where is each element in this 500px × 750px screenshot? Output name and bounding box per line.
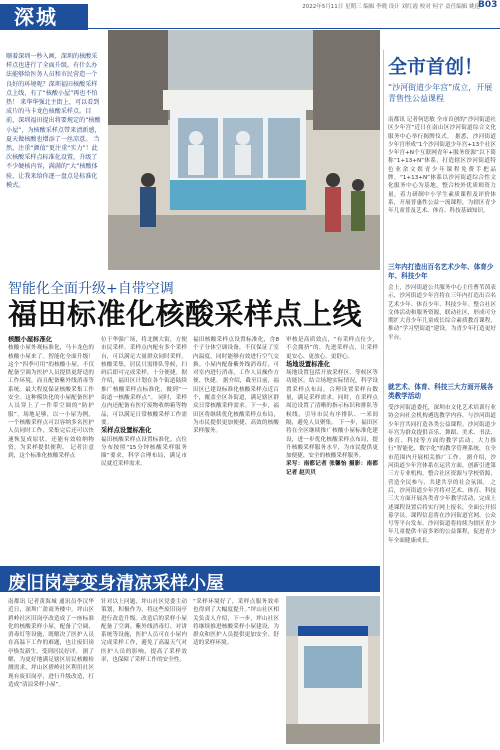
column-subhead: 采样点设置标准化 xyxy=(101,427,152,435)
header-rule xyxy=(88,28,500,29)
section-name: 深城 xyxy=(8,4,88,30)
article-column-4 xyxy=(286,336,378,536)
story2-column-2: 针对以上问题，坪山社区党委主动策划，积极作为，将这些废旧岗亭进行改造升级。改造后的采样小屋配备了空调、紫外线消毒灯、对讲系统等设施，医护人员可在小屋内完成采样工作，避免了高温天气对医护人员的影响，提高了采样效率，也保障了采样工作的安全性。 xyxy=(101,599,187,664)
column-divider xyxy=(383,50,384,742)
right-body-2: 会上，沙河街道公共服务中心主任曹苇茵表示，沙河街道少年宫将在三年内打造出百名艺术少年、体育少年、科技少年。整合社区文体活动和服务资源，联动社区，形成可分期扩大青少年儿童成长综合素质教育课程，推动“学习型街道”建设，为青少年打造更好平台。 xyxy=(388,285,496,341)
byline: 采写：南都记者 张馨怡 摄影：南都记者 赵贝贝 xyxy=(286,461,378,476)
header-info: 2022年5月11日 星期三 编辑 李晓 设计 刘红霞 校对 何宇 责任编辑 姚伦 xyxy=(302,4,480,10)
story2-headline: 废旧岗亭变身清凉采样小屋 xyxy=(8,573,224,594)
article-column-1 xyxy=(8,336,94,536)
right-body-3: 受沙河街道委托，深圳市文化艺术培训行业协会向社会机构遴选教学内容，与沙河街道少年宫共同打造各类公益课程。沙河街道少年宫为群众提供音乐、舞蹈、美术、书法、体育、科技等方面的教学活动，大力推行“智能化、数字化”的教学管理系统，在全市范围内开展相关推广工作。 据介绍，沙河街道少年宫体系在运营方面，创新引进第三方专业机构，整合社区资源与学校资源，营造全民参与、共建共享的社会氛围。 之后，沙河街道少年宫将对艺术、体育、科技三大方面开展各类青少年教学活动，完成上述课程设置后将实行网上报名，全面公开招募学员，课程信息将在沙河街道官网、公众号等平台发布。沙河街道将持续为辖区青少年儿童提供丰富多彩的公益课程，促进青少年全面健康成长。 xyxy=(388,405,496,544)
column-text: 场地设置包括开放采样区、等候区等功能区。结合场地实际情况，科学设置采样点布局，合理设置采样台数量，满足采样需求。同时，在采样点周边设置了清晰的指示标识和排队等候线，引导市民有序排队、一米间隔，避免人员聚集。 下一步，福田区将在全区继续推广核酸小屋标准化建设，进一步优化核酸采样点布局，提升核酸采样服务水平，为市民提供更加便捷、安全的核酸采样服务。 xyxy=(286,370,378,460)
column-text: 福田核酸采样点设置标准化，含8个子分体空调设备，不仅保证了室内温度，同时能够有效进行空气交换。小屋内配备紫外线消毒灯，可对室内进行消毒，工作人员操作方便、快捷。 据介绍，截至目前，福田区已建设标准化核酸采样点近百个，覆盖全区各街道，满足辖区群众日常核酸采样需求。下一步，福田区将继续优化核酸采样点布局，为市民提供更加便捷、高效的核酸采样服务。 xyxy=(193,337,279,435)
article-column-2 xyxy=(101,336,187,536)
booth-photo xyxy=(286,596,380,744)
column-text: 核酸小屋外观标准化，马卡龙色的核酸小屋来了。智能化全面升级！这个“四季可用”的核酸小屋，不仅配备空调为医护人员提供更舒适的工作环境，而且配备紫外线消毒等系统。最大程度保证核酸采集工作安全。这种模块化的小屋配备医护人员穿上了一件带空调的“防护服”，场地足够，以一小屋为例，一个核酸采样点可以容纳多名医护人员同时工作，采集完后还可以快速恢复成原状，还能有效收纳物资，为采样提供便利。 记者注意到，这个标准化核酸采样点 xyxy=(8,345,94,460)
story2-photo xyxy=(286,596,380,744)
story2-column-3: “采样环境好了，采样点服务效率也得到了大幅度提升。”坪山社区相关负责人介绍，下一步，坪山社区将继续推进核酸采样小屋建设，为群众和医护人员提供更加安全、舒适的采样环境。 xyxy=(193,599,279,647)
header-accent-bar xyxy=(0,4,8,30)
main-kicker: 智能化全面升级+自带空调 xyxy=(8,281,174,297)
page-number: B03 xyxy=(478,0,498,10)
sampling-booth-photo xyxy=(108,30,380,270)
right-subhead-1: 三年内打造出百名艺术少年、体育少年、科技少年 xyxy=(388,263,494,280)
column-text: 福田核酸采样点设置标准化。点位分布按照“15分钟核酸采样服务圈”要求，科学合理布局，满足市民就近采样需求。 xyxy=(101,436,187,468)
right-subheadline: “沙河街道少年宫”成立，开展青售性公益课程 xyxy=(388,83,493,103)
intro-text: 顺着深圳一秒入画，深圳的核酸采样点也进行了全面升级。有什么办法能够给医务人员和市民营造一个良好的环境呢？深圳福田核酸采样点上线，有了“核酸小屋”再也不怕热！ 来华华强北主街上，可以看到成片的马卡龙色核酸采样点。目前，深圳福田提出将要规定的“核酸小屋”，为核酸采样点带来清新感，夏天做核酸也增添了一丝凉意。 当然，注重“颜值”更注重“实力”！此次核酸采样点标准化设置，升级了不少硬核内容，满满的“大”核酸体验，让我来给你逐一盘点是标准化模式。 xyxy=(6,53,101,189)
right-subhead-2: 就艺术、体育、科技三大方面开展各类教学活动 xyxy=(388,383,494,400)
main-photo xyxy=(108,30,380,270)
column-subhead: 核酸小屋标准化 xyxy=(8,336,53,343)
right-headline: 全市首创！ xyxy=(388,56,484,78)
column-text: 位于华强广场，将北侧大街，方便市民采样。采样点内配有多个采样台，可以满足大量群众同时采样。核酸采集，居民只需排队等候，扫码后即可完成采样，十分便捷。据介绍，福田区计划在各个街道陆续推广核酸采样点标准化，做到“一街道一核酸采样点”。 同时，采样点内还配备有医疗废物收纳箱等物品，可以满足日常核酸采样工作需要。 xyxy=(101,337,187,426)
right-body-1: 南都讯 记者何思敏 全市首创的“沙河街道社区少年宫”近日在南山区沙河街道综合文化服务中心举行揭牌仪式。 据悉，沙河街道少年宫形成“1个沙河街道少年宫+13个社区少年宫+N个互联网青年+服务资源”以下简称“1+13+N”体系，打造辖区沙河街道特色业余文娱青少年课程免费手把品牌，“1+13+N”体系以沙河街道综合性文化服务中心为基地，整合校外优质师资力量，着力研制中小学生素质课程及评价体系，开展普惠性公益一流课程，为辖区青少年儿童普及艺术、体育、科技基础知识。 xyxy=(388,117,496,215)
column-text: 审核是高质效点，“有采样点位少，不会拥挤”的，先进采样点，让采样更安心、更放心、更舒心。 xyxy=(286,337,378,360)
article-column-3 xyxy=(193,336,279,536)
main-headline: 福田标准化核酸采样点上线 xyxy=(8,297,363,331)
story2-column-1: 南都讯 记者黄海城 通讯员李汉华 近日，深圳广盈商务楼中，坪山区碧岭社区旧岗亭改造成了一座标准化的核酸采样小屋，配备了空调、消毒灯等设施，既解决了医护人员在高温下工作的难题，也让废旧岗亭焕发新生，受到居民好评。 据了解，为更好地满足辖区居民核酸检测需求，坪山区碧岭社区利用社区现有废旧岗亭，进行升级改造，打造成“清凉采样小屋”。 xyxy=(8,599,94,688)
column-subhead: 场地设置标准化 xyxy=(286,360,331,368)
